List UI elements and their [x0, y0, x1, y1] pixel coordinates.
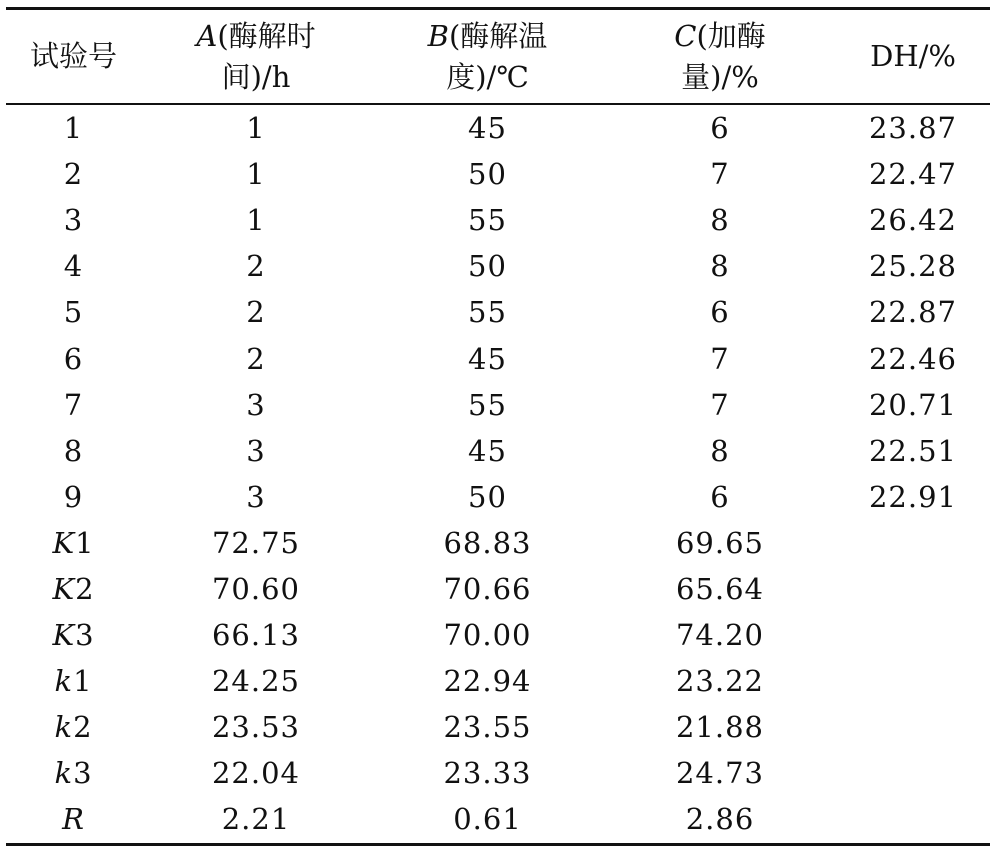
- header-label: (酶解温: [448, 18, 548, 53]
- cell-dh: 22.47: [868, 157, 958, 192]
- cell-factor-a: 24.25: [211, 664, 301, 699]
- cell-dh: 25.28: [868, 249, 958, 284]
- cell-factor-b: 23.33: [443, 756, 532, 791]
- cell-factor-a: 3: [246, 479, 266, 514]
- cell-factor-b: 55: [468, 203, 507, 238]
- cell-dh: 26.42: [868, 203, 958, 238]
- header-dh: [836, 9, 990, 105]
- header-factor-symbol: A: [196, 18, 218, 53]
- header-factor-c: [604, 9, 836, 105]
- table-row: [6, 151, 990, 197]
- table-row: [6, 474, 990, 520]
- cell-factor-c: 2.86: [685, 802, 755, 837]
- cell-factor-b: 70.66: [443, 571, 532, 606]
- row-label-number: 9: [63, 479, 84, 514]
- header-factor-symbol: B: [427, 18, 449, 53]
- cell-factor-a: 72.75: [211, 525, 301, 560]
- cell-factor-a: 2.21: [221, 802, 291, 837]
- cell-factor-c: 74.20: [675, 618, 765, 653]
- row-label-cell: [6, 520, 141, 566]
- table-row: [6, 750, 990, 796]
- cell-factor-a: 1: [246, 203, 266, 238]
- header-line-1: [141, 16, 371, 57]
- row-label-cell: [6, 428, 141, 474]
- row-label-number: 8: [63, 433, 84, 468]
- table-row: [6, 704, 990, 750]
- table-row: [6, 796, 990, 844]
- table-row: [6, 520, 990, 566]
- row-label-symbol: k: [54, 664, 74, 699]
- row-label-cell: [6, 750, 141, 796]
- header-line-2: 间)/h: [221, 59, 291, 94]
- cell-factor-b: 50: [468, 249, 507, 284]
- row-label-symbol: K: [52, 571, 76, 606]
- row-label-number: 1: [73, 664, 93, 699]
- row-label-cell: [6, 243, 141, 289]
- cell-factor-c: 7: [710, 157, 730, 192]
- cell-factor-b: 23.55: [443, 710, 532, 745]
- row-label-symbol: K: [52, 525, 76, 560]
- cell-dh: 23.87: [868, 111, 958, 146]
- row-label-number: 1: [75, 525, 95, 560]
- cell-factor-b: 22.94: [443, 664, 532, 699]
- row-label-cell: [6, 382, 141, 428]
- header-line-1: [371, 16, 604, 57]
- row-label-cell: [6, 197, 141, 243]
- cell-factor-a: 1: [246, 157, 266, 192]
- cell-factor-b: 55: [468, 387, 507, 422]
- cell-factor-c: 6: [710, 111, 730, 146]
- row-label-cell: [6, 289, 141, 335]
- cell-dh: 22.46: [868, 341, 958, 376]
- cell-factor-a: 23.53: [211, 710, 301, 745]
- row-label-cell: [6, 566, 141, 612]
- table-row: [6, 104, 990, 151]
- cell-factor-b: 50: [468, 479, 507, 514]
- cell-dh: [836, 796, 990, 844]
- cell-factor-b: 0.61: [453, 802, 522, 837]
- table-header-row: [6, 9, 990, 105]
- cell-dh: [836, 750, 990, 796]
- row-label-cell: [6, 658, 141, 704]
- cell-factor-a: 22.04: [211, 756, 301, 791]
- cell-factor-b: 45: [468, 111, 507, 146]
- cell-factor-a: 2: [246, 295, 266, 330]
- header-label: 试验号: [29, 39, 117, 73]
- row-label-number: 1: [63, 111, 84, 146]
- cell-factor-b: 68.83: [443, 525, 532, 560]
- row-label-cell: [6, 704, 141, 750]
- row-label-number: 6: [63, 341, 84, 376]
- row-label-cell: [6, 151, 141, 197]
- row-label-symbol: k: [54, 710, 74, 745]
- cell-factor-c: 7: [710, 387, 730, 422]
- row-label-symbol: k: [54, 756, 74, 791]
- header-factor-b: [371, 9, 604, 105]
- cell-factor-c: 65.64: [675, 571, 765, 606]
- table-row: [6, 289, 990, 335]
- cell-factor-a: 3: [246, 387, 266, 422]
- header-factor-a: [141, 9, 371, 105]
- cell-factor-c: 69.65: [675, 525, 765, 560]
- cell-factor-a: 70.60: [211, 571, 301, 606]
- cell-factor-a: 2: [246, 341, 266, 376]
- header-label: (酶解时: [217, 18, 316, 53]
- table-row: [6, 197, 990, 243]
- cell-dh: [836, 612, 990, 658]
- table-row: [6, 566, 990, 612]
- row-label-cell: [6, 796, 141, 844]
- cell-dh: [836, 658, 990, 704]
- cell-factor-c: 23.22: [675, 664, 765, 699]
- cell-factor-c: 7: [710, 341, 730, 376]
- cell-factor-a: 3: [246, 433, 266, 468]
- cell-factor-c: 6: [710, 295, 730, 330]
- cell-dh: 20.71: [868, 387, 958, 422]
- header-line-2: 量)/%: [681, 59, 759, 94]
- cell-factor-c: 8: [710, 203, 730, 238]
- cell-dh: 22.51: [868, 433, 958, 468]
- row-label-number: 5: [63, 295, 84, 330]
- cell-factor-c: 8: [710, 433, 730, 468]
- cell-dh: [836, 704, 990, 750]
- table-row: [6, 243, 990, 289]
- row-label-cell: [6, 474, 141, 520]
- cell-factor-b: 45: [468, 341, 507, 376]
- cell-dh: 22.91: [868, 479, 958, 514]
- cell-dh: [836, 566, 990, 612]
- table-body: [6, 104, 990, 844]
- table-row: [6, 382, 990, 428]
- cell-factor-a: 1: [246, 111, 266, 146]
- cell-factor-b: 50: [468, 157, 507, 192]
- cell-factor-b: 55: [468, 295, 507, 330]
- row-label-cell: [6, 335, 141, 381]
- header-line-1: [604, 16, 836, 57]
- cell-factor-c: 8: [710, 249, 730, 284]
- cell-dh: [836, 520, 990, 566]
- cell-factor-b: 70.00: [443, 618, 532, 653]
- table-row: [6, 428, 990, 474]
- row-label-number: 2: [73, 710, 93, 745]
- table-row: [6, 612, 990, 658]
- row-label-symbol: R: [62, 802, 85, 837]
- row-label-number: 4: [63, 249, 84, 284]
- row-label-number: 2: [63, 157, 84, 192]
- table-row: [6, 658, 990, 704]
- orthogonal-test-table-container: [6, 7, 990, 846]
- header-line-2: 度)/℃: [446, 59, 529, 94]
- table-row: [6, 335, 990, 381]
- row-label-number: 2: [75, 571, 95, 606]
- header-trial-number: [6, 9, 141, 105]
- header-label: (加酶: [696, 18, 766, 53]
- orthogonal-test-table: [6, 7, 990, 846]
- row-label-cell: [6, 612, 141, 658]
- row-label-symbol: K: [52, 618, 76, 653]
- row-label-number: 3: [73, 756, 93, 791]
- cell-factor-a: 2: [246, 249, 266, 284]
- row-label-number: 3: [63, 203, 84, 238]
- cell-factor-b: 45: [468, 433, 507, 468]
- cell-factor-c: 21.88: [675, 710, 765, 745]
- header-label: DH/%: [870, 39, 956, 73]
- cell-factor-a: 66.13: [211, 618, 301, 653]
- cell-dh: 22.87: [868, 295, 958, 330]
- cell-factor-c: 24.73: [675, 756, 765, 791]
- row-label-cell: [6, 104, 141, 151]
- row-label-number: 7: [63, 387, 84, 422]
- cell-factor-c: 6: [710, 479, 730, 514]
- header-factor-symbol: C: [674, 18, 697, 53]
- row-label-number: 3: [75, 618, 95, 653]
